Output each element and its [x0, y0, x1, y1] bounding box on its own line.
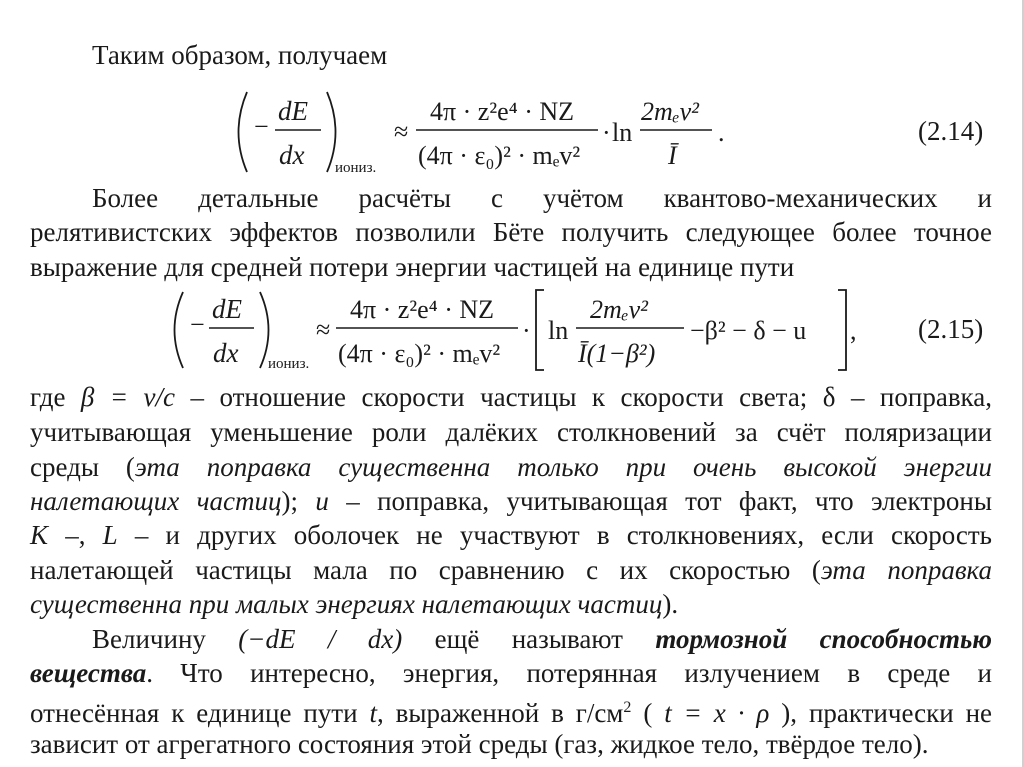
paragraph-2-line-4: налетающих частиц); u – поправка, учитывающая тот факт, что электроны	[30, 486, 992, 516]
eq2-numerator-de: dE	[212, 294, 242, 324]
svg-text:−: −	[190, 310, 205, 339]
eq1-subscript: иониз.	[335, 160, 377, 176]
paragraph-1-line-3: выражение для средней потери энергии частицей на единице пути	[30, 252, 795, 282]
stopping-power-term: тормозной способностью	[655, 624, 992, 654]
svg-text:·: ·	[522, 316, 531, 345]
eq1-ln: ln	[612, 118, 633, 147]
paragraph-2-line-6: налетающей частицы мала по сравнению с их скоростью (эта поправка	[30, 555, 992, 585]
paragraph-2-line-7: существенна при малых энергиях налетающих частиц).	[30, 589, 679, 619]
equation-2-15-graphic	[0, 288, 1024, 374]
eq2-ln-numerator: 2mₑv²	[590, 295, 648, 324]
eq1-denominator-dx: dx	[279, 140, 305, 170]
paragraph-2-line-3: среды (эта поправка существенна только при очень высокой энергии	[30, 452, 992, 482]
eq2-fraction-numerator: 4π · z²e⁴ · NZ	[350, 295, 495, 324]
eq2-ln-denominator: Ī(1−β²)	[578, 339, 656, 368]
equation-2-14	[0, 88, 1024, 178]
paragraph-3-line-4: зависит от агрегатного состояния этой среды (газ, жидкое тело, твёрдое тело).	[30, 729, 929, 759]
paragraph-1-line-2: релятивистских эффектов позволили Бёте получить следующее более точное	[30, 217, 992, 247]
intro-text: Таким образом, получаем	[92, 40, 388, 70]
equation-2-14-graphic	[0, 88, 1024, 178]
svg-text:−: −	[254, 112, 269, 141]
beta-definition: β = v/c	[80, 382, 175, 412]
eq1-ln-denominator: Ī	[668, 141, 677, 170]
paragraph-2-line-5: K –, L – и других оболочек не участвуют в столкновениях, если скорость	[30, 520, 992, 550]
svg-text:≈: ≈	[394, 117, 409, 146]
paragraph-3-line-2: вещества. Что интересно, энергия, потерянная излучением в среде и	[30, 658, 992, 688]
equation-number-2-15: (2.15)	[918, 314, 984, 344]
paragraph-3-line-3: отнесённая к единице пути t, выраженной в $г/см^2$ ( t = x · ρ ), практически не	[30, 698, 993, 728]
eq2-fraction-denominator: (4π · ε₀)² · mₑv²	[338, 339, 501, 368]
paragraph-1-line-1: Более детальные расчёты с учётом квантово-механических и	[92, 183, 992, 213]
paragraph-2-line-2: учитывающая уменьшение роли далёких столкновений за счёт поляризации	[30, 417, 992, 447]
eq2-remaining-terms: −β² − δ − u	[690, 316, 807, 345]
eq1-fraction-numerator: 4π · z²e⁴ · NZ	[430, 97, 575, 126]
eq2-comma: ,	[850, 316, 857, 345]
eq1-ln-numerator: 2mₑv²	[641, 97, 699, 126]
svg-text:·: ·	[602, 118, 611, 147]
svg-text:≈: ≈	[316, 315, 331, 344]
eq1-fraction-denominator: (4π · ε₀)² · mₑv²	[418, 141, 581, 170]
eq2-subscript: иониз.	[268, 356, 310, 372]
stopping-power-expression: (−dE / dx)	[238, 624, 403, 654]
eq1-period: .	[718, 118, 725, 147]
equation-2-15	[0, 288, 1024, 374]
paragraph-3-line-1: Величину (−dE / dx) ещё называют тормозной способностью	[92, 624, 992, 654]
eq2-ln: ln	[548, 316, 569, 345]
equation-number-2-14: (2.14)	[918, 116, 984, 146]
eq2-denominator-dx: dx	[213, 338, 239, 368]
paragraph-2-line-1: где β = v/c – отношение скорости частицы к скорости света; δ – поправка,	[30, 382, 993, 412]
eq1-numerator-de: dE	[278, 96, 308, 126]
